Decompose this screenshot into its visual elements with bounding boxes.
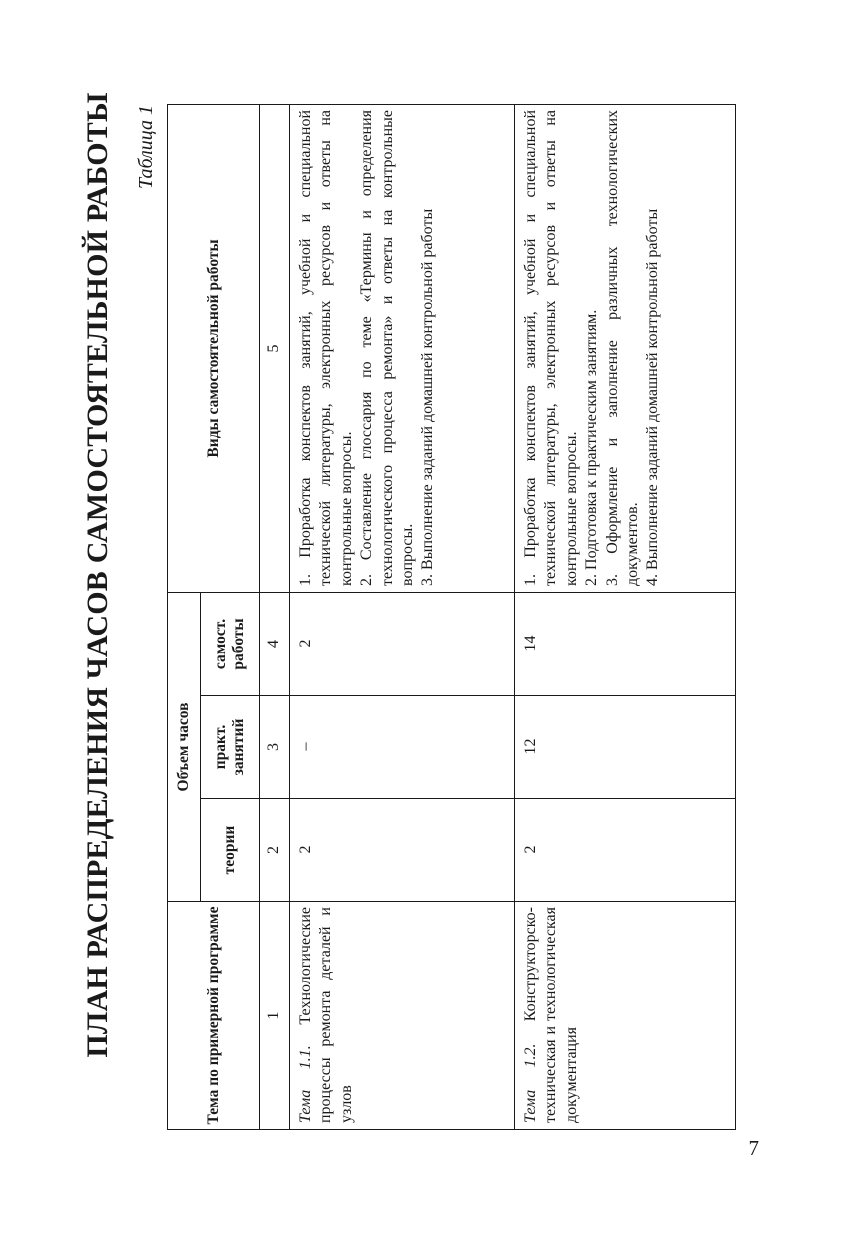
column-number: 1 xyxy=(260,902,290,1130)
table-row xyxy=(515,104,736,1129)
work-item: 3. Выполнение заданий домашней контрольной работы xyxy=(419,208,437,586)
column-number: 2 xyxy=(260,799,290,902)
work-item: 3. Оформление и заполнение различных технологических документов. xyxy=(603,109,642,586)
independent-hours-cell: 14 xyxy=(515,592,736,695)
practical-hours-cell: – xyxy=(290,696,515,799)
page-title: ПЛАН РАСПРЕДЕЛЕНИЯ ЧАСОВ САМОСТОЯТЕЛЬНОЙ РАБОТЫ xyxy=(81,92,114,1058)
header-theory: теории xyxy=(201,799,260,902)
topic-cell xyxy=(515,902,736,1130)
header-independent: самост. работы xyxy=(201,592,260,695)
column-number: 5 xyxy=(260,104,290,592)
page-number: 7 xyxy=(748,1136,759,1160)
column-number: 4 xyxy=(260,592,290,695)
table-row xyxy=(290,104,515,1129)
topic-label: Тема 1.1. xyxy=(297,1045,314,1123)
column-number-row xyxy=(260,104,290,1129)
work-item: 2. Подготовка к практическим занятиям. xyxy=(583,309,601,586)
topic-label: Тема 1.2. xyxy=(522,1043,539,1123)
table-label: Таблица 1 xyxy=(135,105,157,189)
topic-cell xyxy=(290,902,515,1130)
work-item: 2. Составление глоссария по теме «Термины и определения технологического процесса ремонта» и ответы на контрольные вопросы. xyxy=(358,109,417,586)
work-item: 4. Выполнение заданий домашней контрольной работы xyxy=(644,208,662,586)
hours-distribution-table xyxy=(167,104,736,1130)
header-topic: Тема по примерной программе xyxy=(168,902,260,1130)
independent-hours-cell: 2 xyxy=(290,592,515,695)
work-types-cell xyxy=(290,104,515,592)
header-work-types: Виды самостоятельной работы xyxy=(168,104,260,592)
practical-hours-cell: 12 xyxy=(515,696,736,799)
work-item: 1. Проработка конспектов занятий, учебной и специальной технической литературы, электронных ресурсов и ответы на контрольные вопросы. xyxy=(297,109,355,586)
theory-hours-cell: 2 xyxy=(290,799,515,902)
rotated-page-content xyxy=(75,0,835,1150)
column-number: 3 xyxy=(260,696,290,799)
work-item: 1. Проработка конспектов занятий, учебной и специальной технической литературы, электронных ресурсов и ответы на контрольные вопросы. xyxy=(522,109,580,586)
header-practical: практ. занятий xyxy=(201,696,260,799)
topic-text: Технологические процессы ремонта деталей и узлов xyxy=(297,907,355,1123)
header-hours-group: Объем часов xyxy=(168,592,201,901)
topic-text: Конструкторско-техническая и технологическая документация xyxy=(522,906,580,1123)
work-types-cell xyxy=(515,104,736,592)
hours-table-wrapper xyxy=(167,105,736,1130)
theory-hours-cell: 2 xyxy=(515,799,736,902)
